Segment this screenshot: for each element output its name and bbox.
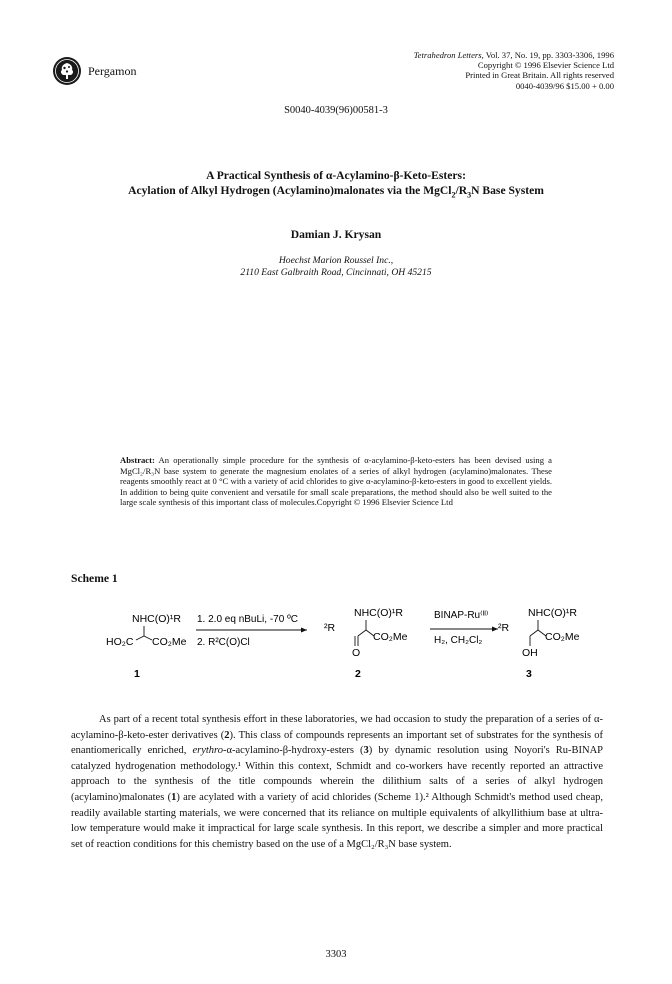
step2-conditions-above: BINAP-Ru⁽ᴵᴵ⁾ [434,610,489,621]
p1-ref-2: 2 [224,729,230,741]
pii-code: S0040-4039(96)00581-3 [284,105,388,116]
body-text [71,712,603,852]
c1-bond-right [144,636,152,640]
price-line: 0040-4039/96 $15.00 + 0.00 [515,80,614,91]
p1-seg-g: ) by dynamic resolution using Noyori's Ru-BINAP catalyzed hydrogenation methodology.¹ Within this context, Schmidt and co-workers have recently reported an attractive approach to the synthesis of the title compounds wherein the dilithium salts of a series of alkyl hydrogen (acylamino)malonates ( [71,745,603,803]
paragraph-1 [71,712,603,852]
step1-conditions-above: 1. 2.0 eq nBuLi, -70 ºC [197,614,298,625]
c3-left-label: ²R [498,622,510,634]
affiliation-line-2: 2110 East Galbraith Road, Cincinnati, OH 45215 [240,266,432,278]
copyright-line: Copyright © 1996 Elsevier Science Ltd [477,60,614,71]
arrow-1-head [301,628,307,633]
abstract-text: An operationally simple procedure for the synthesis of α-acylamino-β-keto-esters has been devised using a MgCl₂/R₃N base system to generate the magnesium enolates of a series of alkyl hydrogen (acylamino)malonates. These reagents smoothly react at 0 °C with a variety of acid chlorides to give α-acylamino-β-keto-esters in good to excellent yields. In addition to being quite convenient and versatile for small scale preparations, the method should also be well suited to the large scale synthesis of this important class of molecules.Copyright © 1996 Elsevier Science Ltd [120,455,552,508]
printed-line: Printed in Great Britain. All rights reserved [465,70,614,81]
citation-line [314,50,614,60]
title-sub-1: 2 [451,190,456,200]
c3-number: 3 [526,668,532,680]
publisher-name: Pergamon [88,64,137,78]
c1-left-label: HO₂C [106,636,134,648]
c2-oxygen-label: O [352,647,361,659]
paper-title [0,168,672,202]
c1-top-label: NHC(O)¹R [132,613,181,625]
arrow-2 [430,610,498,646]
arrow-1 [196,614,307,648]
title-line-2-pre: Acylation of Alkyl Hydrogen (Acylamino)malonates via the MgCl [128,184,452,197]
c3-bond-left [530,630,538,636]
affiliation-line-1: Hoechst Marion Roussel Inc., [278,255,394,266]
pergamon-logo-icon [52,56,82,86]
page-number: 3303 [325,949,347,960]
c1-number: 1 [134,668,140,680]
step2-conditions-below: H₂, CH₂Cl₂ [434,635,483,646]
c1-bond-left [136,636,144,640]
p1-ref-1: 1 [171,791,177,803]
abstract-label: Abstract: [120,455,155,465]
p1-seg-a: As part of a recent total synthesis effort in these laboratories, we had occasion to study the preparation of a series of α-acylamino-β-keto-ester derivatives ( [71,714,603,741]
p1-seg-c: ). This class of compounds represents an important set of substrates for the synthesis of enantiomerically enriched, [71,729,603,757]
c2-right-label: CO₂Me [373,631,408,643]
p1-ref-3: 3 [363,745,369,757]
title-line-2 [0,183,672,202]
title-line-2-mid: /R [455,184,468,197]
citation: , Vol. 37, No. 19, pp. 3303-3306, 1996 [481,50,614,60]
journal-header [314,50,614,91]
p1-erythro: erythro [192,745,223,757]
title-line-2-post: N Base System [471,184,544,197]
p1-seg-e: -α-acylamino-β-hydroxy-esters ( [222,745,364,757]
c3-hydroxyl-label: OH [522,647,538,659]
c2-bond-left [358,630,366,636]
c1-right-label: CO₂Me [152,636,187,648]
step1-conditions-below: 2. R²C(O)Cl [197,637,250,648]
compound-1 [106,613,187,680]
title-sub-2: 3 [467,190,472,200]
scheme-label: Scheme 1 [71,572,118,585]
c2-left-label: ²R [324,622,336,634]
c2-top-label: NHC(O)¹R [354,607,403,619]
abstract [120,455,552,508]
scheme-1-diagram [100,596,600,688]
c3-top-label: NHC(O)¹R [528,607,577,619]
journal-name: Tetrahedron Letters [413,50,482,60]
p1-seg-i: ) are acylated with a variety of acid chlorides (Scheme 1).² Although Schmidt's method used cheap, readily available starting materials, we were concerned that its reliance on multiple equivalents of alkyllithium base at ultra-low temperature would make it impractical for large scale synthesis. In this report, we describe a simpler and more practical set of reaction conditions for this chemistry based on the use of a MgCl₂/R₃N base system. [71,791,603,850]
compound-3 [498,607,580,680]
c3-right-label: CO₂Me [545,631,580,643]
affiliation [0,255,672,279]
author-name: Damian J. Krysan [290,228,382,241]
compound-2 [324,607,408,680]
c2-number: 2 [355,668,361,680]
title-line-1: A Practical Synthesis of α-Acylamino-β-Keto-Esters: [206,169,466,182]
